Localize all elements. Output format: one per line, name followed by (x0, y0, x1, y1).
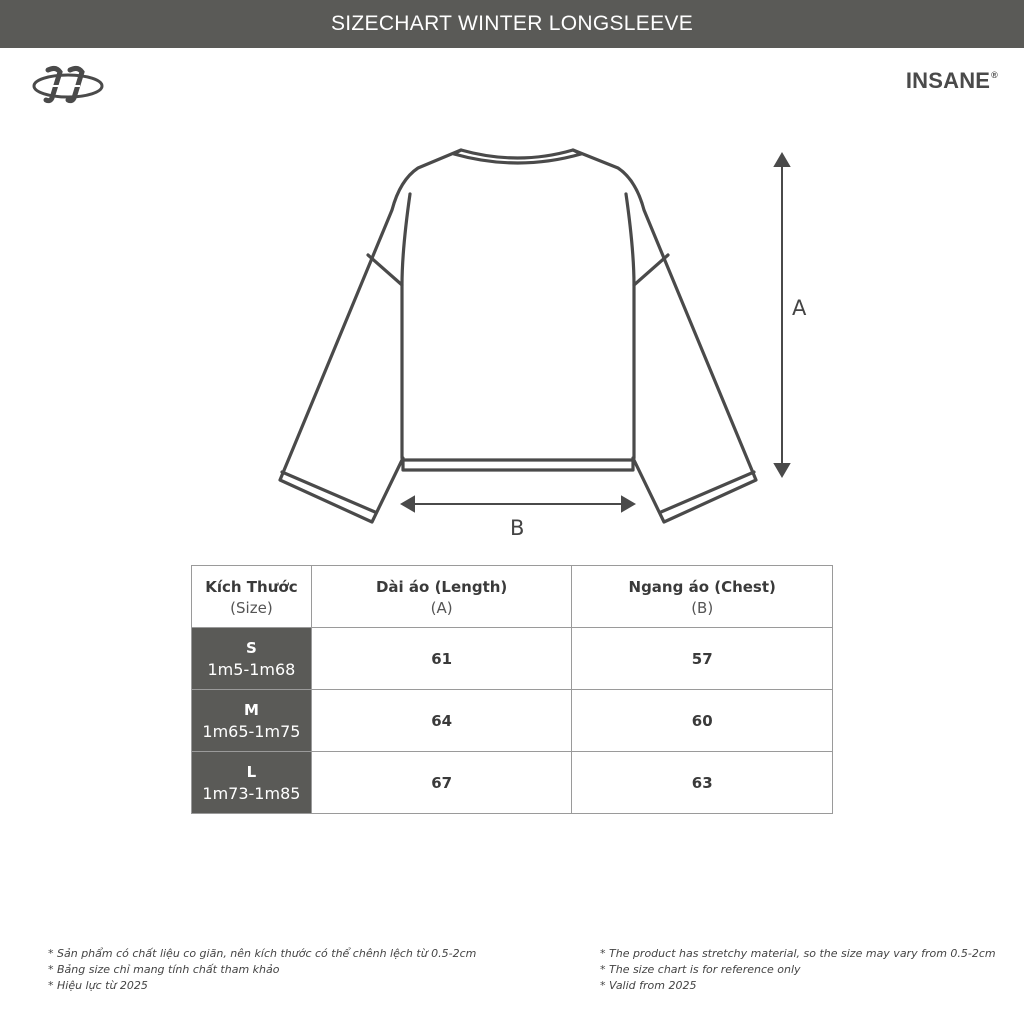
header-chest-label: Ngang áo (Chest) (628, 577, 776, 596)
brand-wordmark (906, 68, 998, 94)
table-row (192, 690, 833, 752)
size-cell (192, 752, 312, 814)
right-cuff-band (661, 472, 754, 512)
note-line: * The size chart is for reference only (600, 963, 801, 976)
chest-value: 63 (572, 752, 833, 814)
page-title-bar (0, 0, 1024, 48)
length-value: 67 (311, 752, 572, 814)
chest-label-b: B (510, 516, 525, 540)
left-cuff-band (282, 472, 375, 512)
header-length (311, 566, 572, 628)
size-name: S (246, 638, 257, 657)
size-cell (192, 628, 312, 690)
table-row (192, 628, 833, 690)
note-line: * Valid from 2025 (600, 979, 697, 992)
size-name: M (243, 700, 259, 719)
note-line: * Hiệu lực từ 2025 (48, 979, 148, 992)
note-line: * Sản phẩm có chất liệu co giãn, nên kích thước có thể chênh lệch từ 0.5-2cm (48, 947, 477, 960)
registered-mark: ® (991, 70, 998, 80)
header-length-label: Dài áo (Length) (375, 577, 508, 596)
chest-arrow (402, 497, 634, 511)
right-sleeve-seam (626, 194, 668, 285)
size-table (191, 565, 833, 814)
table-row (192, 752, 833, 814)
header-length-sub: (A) (430, 598, 453, 617)
size-height: 1m5-1m68 (207, 659, 296, 679)
page-title: SIZECHART WINTER LONGSLEEVE (330, 12, 694, 35)
collar (454, 150, 581, 163)
table-header-row (192, 566, 833, 628)
chest-value: 57 (572, 628, 833, 690)
header-chest-sub: (B) (691, 598, 714, 617)
size-height: 1m65-1m75 (202, 721, 301, 741)
size-name: L (246, 762, 257, 781)
longsleeve-diagram (0, 130, 1024, 550)
header-chest (572, 566, 833, 628)
note-line: * The product has stretchy material, so the size may vary from 0.5-2cm (600, 947, 996, 960)
header-size-label: Kích Thước (205, 577, 298, 596)
shirt-outline (280, 150, 756, 522)
note-line: * Bảng size chỉ mang tính chất tham khảo (48, 963, 280, 976)
length-value: 64 (311, 690, 572, 752)
brand-name: INSANE (905, 68, 991, 93)
size-height: 1m73-1m85 (202, 783, 301, 803)
notes-english (600, 946, 996, 994)
brand-monogram-logo (30, 60, 106, 108)
header-size (192, 566, 312, 628)
length-arrow (775, 154, 789, 476)
length-label-a: A (792, 296, 807, 320)
size-cell (192, 690, 312, 752)
notes-vietnamese (48, 946, 476, 994)
chest-value: 60 (572, 690, 833, 752)
left-sleeve-seam (368, 194, 410, 285)
header-size-sub: (Size) (230, 598, 273, 617)
length-value: 61 (311, 628, 572, 690)
